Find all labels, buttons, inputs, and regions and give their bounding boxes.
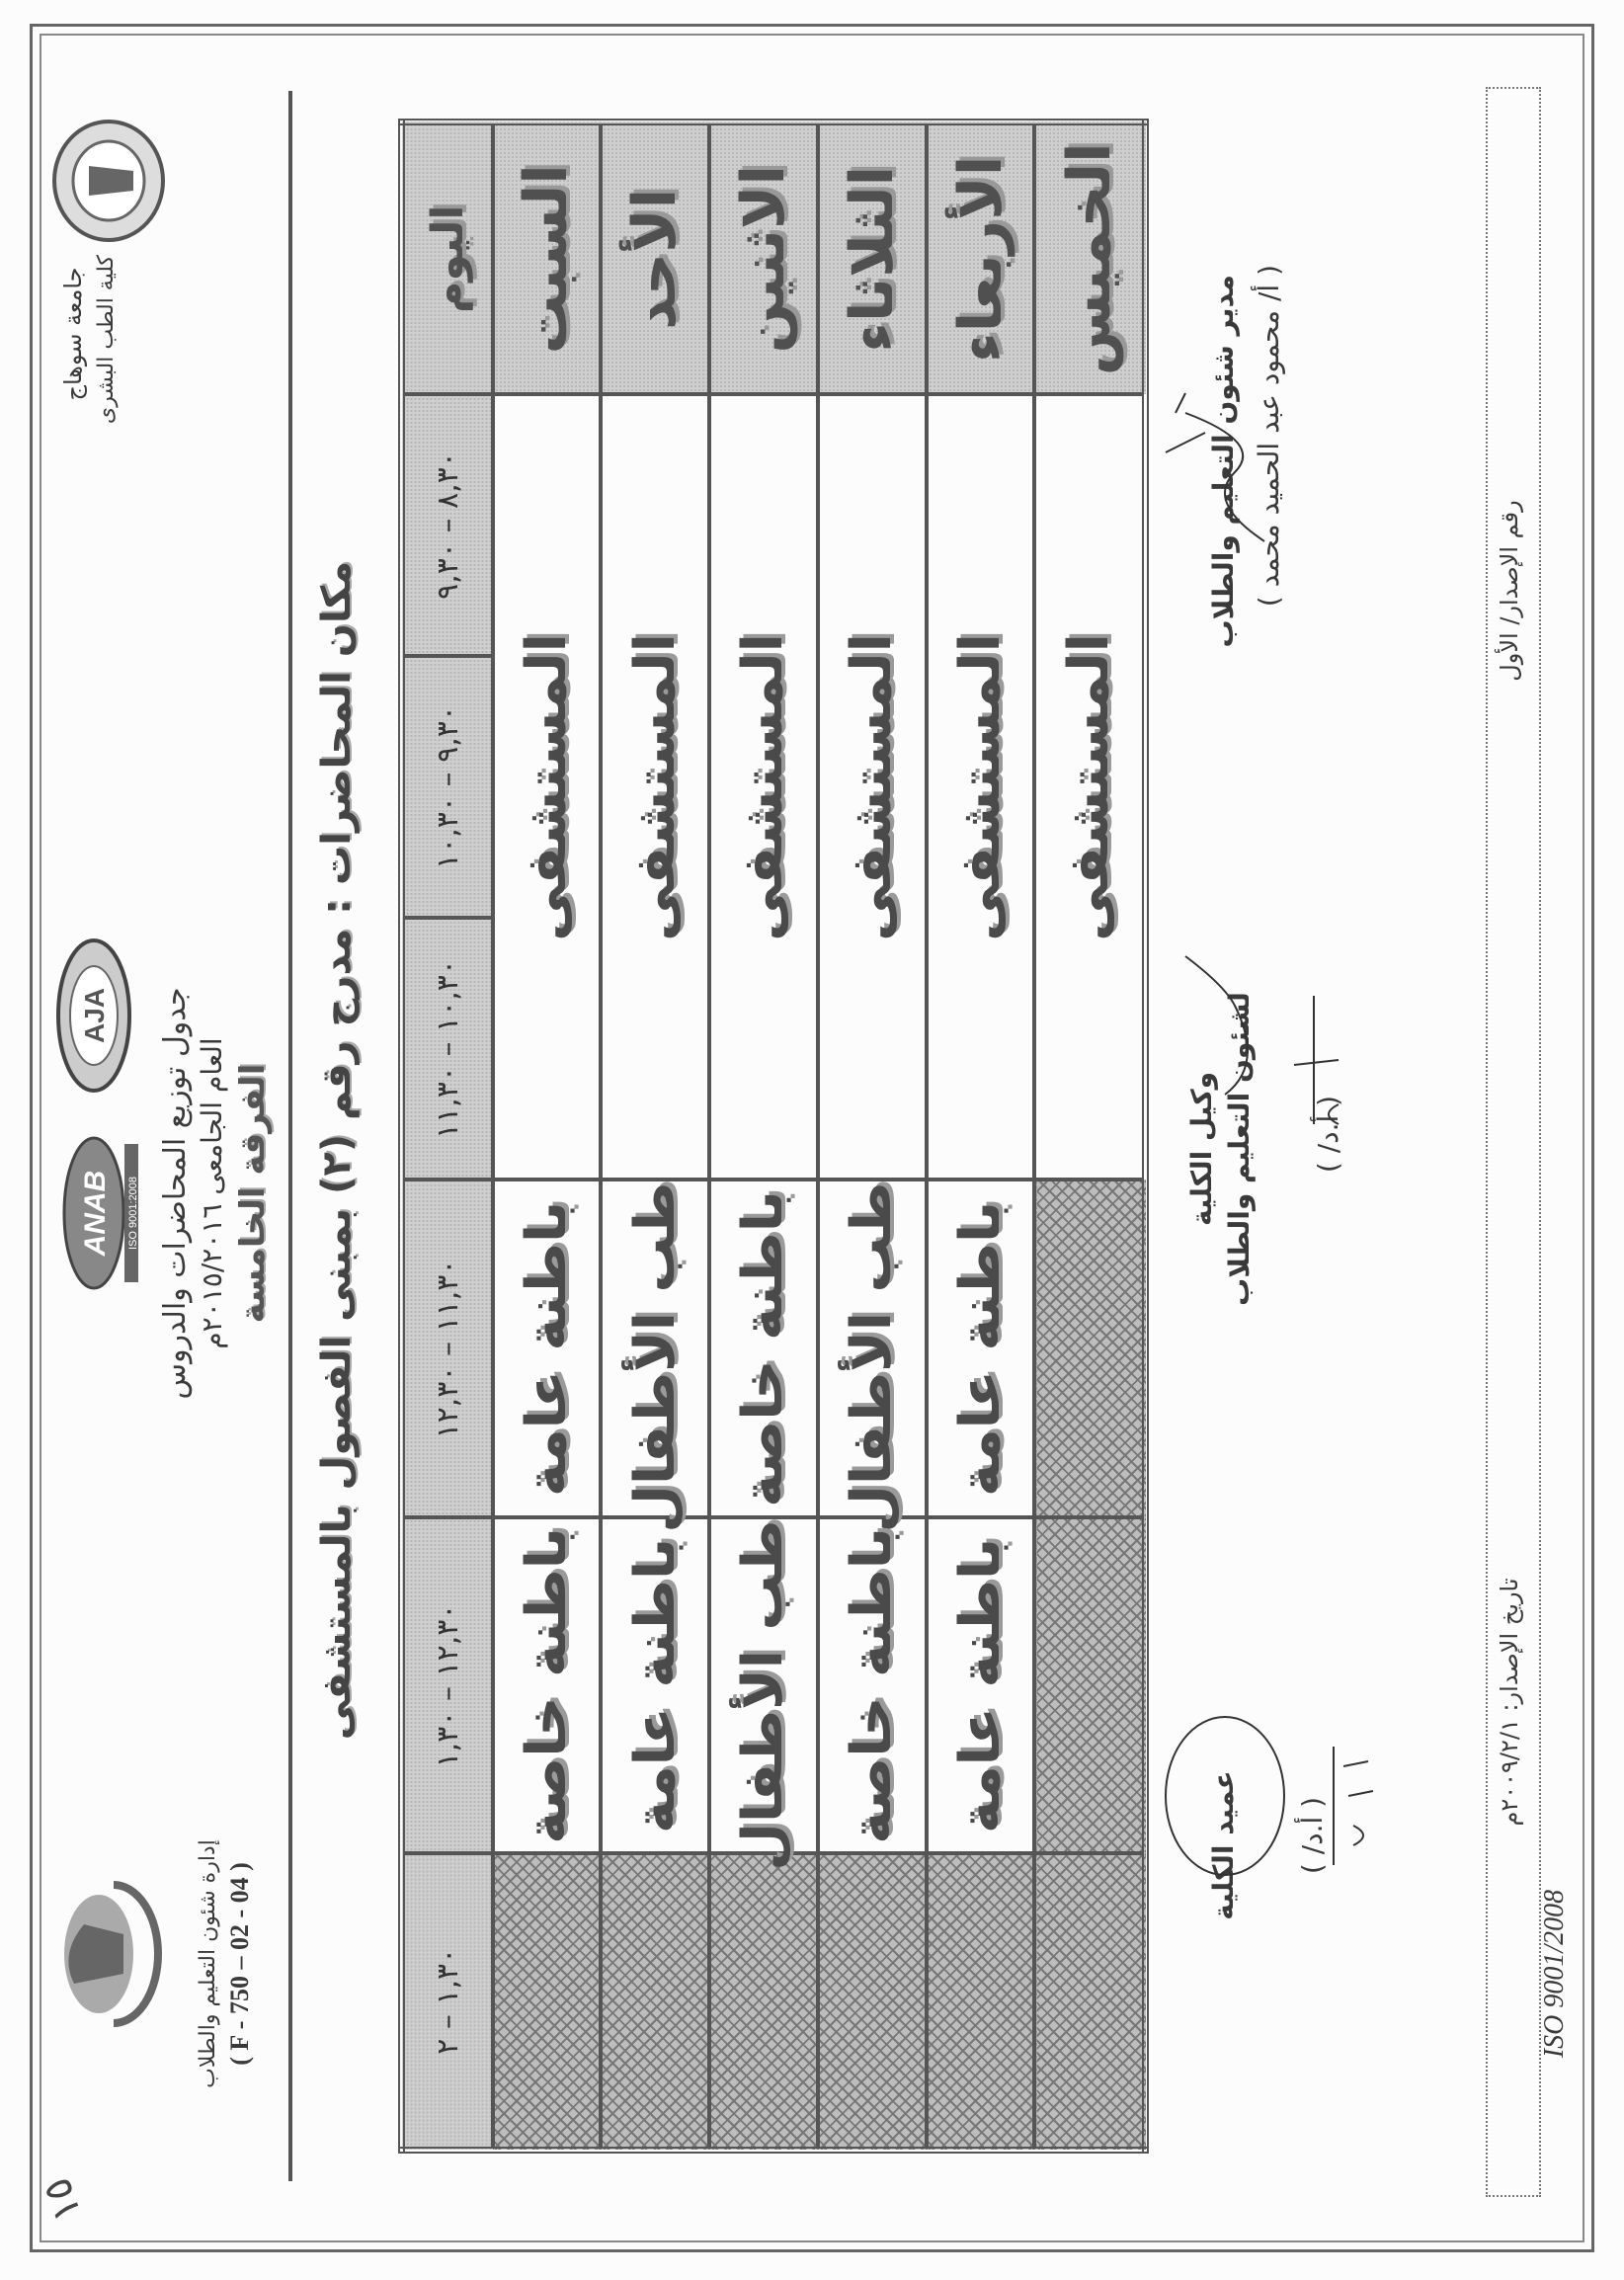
lecture-cell: طب الأطفال <box>601 1181 709 1518</box>
empty-hatched-cell <box>1034 1854 1145 2151</box>
footer-box <box>1486 87 1541 2197</box>
table-row <box>927 122 1035 2151</box>
empty-hatched-cell <box>818 1854 927 2151</box>
lecture-cell: طب الأطفال <box>818 1181 927 1518</box>
university-name: جامعة سوهاج <box>59 267 87 401</box>
dean-name: ( أ.د/ ) <box>1296 1796 1329 1875</box>
morning-location-cell: المستشفى <box>927 395 1035 1181</box>
table-header-row <box>402 122 493 2151</box>
handwritten-page-number: ١٥ <box>34 2171 91 2228</box>
morning-location-cell: المستشفى <box>1034 395 1145 1181</box>
lecture-cell: باطنة عامة <box>601 1518 709 1854</box>
department-logo-icon <box>54 1875 167 2043</box>
morning-location-cell: المستشفى <box>709 395 818 1181</box>
column-header-time: ١٠,٣٠ – ١١,٣٠ <box>402 919 493 1181</box>
faculty-name: كلية الطب البشرى <box>94 255 119 425</box>
svg-text:AJA: AJA <box>79 987 110 1044</box>
lecture-cell: باطنة خاصة <box>493 1518 602 1854</box>
table-row <box>709 122 818 2151</box>
vice-dean-signature-icon <box>1166 927 1367 1183</box>
lecture-cell: باطنة خاصة <box>818 1518 927 1854</box>
table-row <box>1034 122 1145 2151</box>
vice-dean-title-line2: لشئون التعليم والطلاب <box>1223 992 1256 1306</box>
empty-hatched-cell <box>927 1854 1035 2151</box>
issue-date: تاريخ الإصدار: ٢٠٠٩/٢/١م <box>1496 1578 1523 1827</box>
empty-hatched-cell <box>601 1854 709 2151</box>
lecture-cell: باطنة عامة <box>927 1181 1035 1518</box>
schedule-table <box>398 119 1149 2154</box>
director-signature-icon <box>1146 364 1288 561</box>
day-cell: الأربعاء <box>927 122 1035 395</box>
day-cell: الثلاثاء <box>818 122 927 395</box>
dean-title: عميد الكلية <box>1207 1770 1240 1920</box>
vice-dean-title: وكيل الكلية <box>1185 1071 1218 1227</box>
table-row <box>493 122 602 2151</box>
day-cell: السبت <box>493 122 602 395</box>
dean-signature-icon <box>1156 1707 1387 1905</box>
empty-hatched-cell <box>709 1854 818 2151</box>
university-logo-icon <box>49 117 172 245</box>
iso-standard: ISO 9001/2008 <box>1539 1889 1570 2059</box>
lecture-cell: باطنة خاصة <box>709 1181 818 1518</box>
class-year: الفرقة الخامسة <box>233 1063 273 1324</box>
empty-hatched-cell <box>1034 1181 1145 1518</box>
aja-logo-icon <box>54 936 137 1095</box>
director-name: ( أ/ محمود عبد الحميد محمد ) <box>1253 265 1285 608</box>
day-cell: الاثنين <box>709 122 818 395</box>
header-divider <box>288 91 292 2181</box>
anab-logo-icon <box>59 1134 142 1292</box>
director-title: مدير شئون التعليم والطلاب <box>1207 275 1240 648</box>
day-cell: الأحد <box>601 122 709 395</box>
form-code: ( F - 750 – 02 - 04 ) <box>225 1862 254 2066</box>
lecture-location: مكان المحاضرات : مدرج رقم (٢) بمبنى الفصول بالمستشفى <box>314 561 360 1741</box>
morning-location-cell: المستشفى <box>818 395 927 1181</box>
table-row <box>601 122 709 2151</box>
vice-dean-name: ( أ.د/ ) <box>1312 1095 1344 1174</box>
morning-location-cell: المستشفى <box>493 395 602 1181</box>
issue-number: رقم الإصدار/ الأول <box>1496 500 1523 682</box>
column-header-time: ٨,٣٠ – ٩,٣٠ <box>402 395 493 657</box>
column-header-time: ١,٣٠ – ٢ <box>402 1854 493 2151</box>
day-cell: الخميس <box>1034 122 1145 395</box>
column-header-time: ١٢,٣٠ – ١,٣٠ <box>402 1518 493 1854</box>
lecture-cell: طب الأطفال <box>709 1518 818 1854</box>
lecture-cell: باطنة عامة <box>927 1518 1035 1854</box>
empty-hatched-cell <box>493 1854 602 2151</box>
svg-text:ANAB: ANAB <box>79 1170 112 1257</box>
empty-hatched-cell <box>1034 1518 1145 1854</box>
academic-year: العام الجامعى ٢٠١٥/٢٠١٦م <box>196 1037 228 1349</box>
document-title: جدول توزيع المحاضرات والدروس <box>158 987 193 1400</box>
column-header-day: اليوم <box>402 122 493 395</box>
table-row <box>818 122 927 2151</box>
svg-text:ISO 9001:2008: ISO 9001:2008 <box>127 1176 138 1251</box>
morning-location-cell: المستشفى <box>601 395 709 1181</box>
column-header-time: ٩,٣٠ – ١٠,٣٠ <box>402 657 493 919</box>
department-name: إدارة شئون التعليم والطلاب <box>196 1839 220 2088</box>
lecture-cell: باطنة عامة <box>493 1181 602 1518</box>
column-header-time: ١١,٣٠ – ١٢,٣٠ <box>402 1181 493 1518</box>
